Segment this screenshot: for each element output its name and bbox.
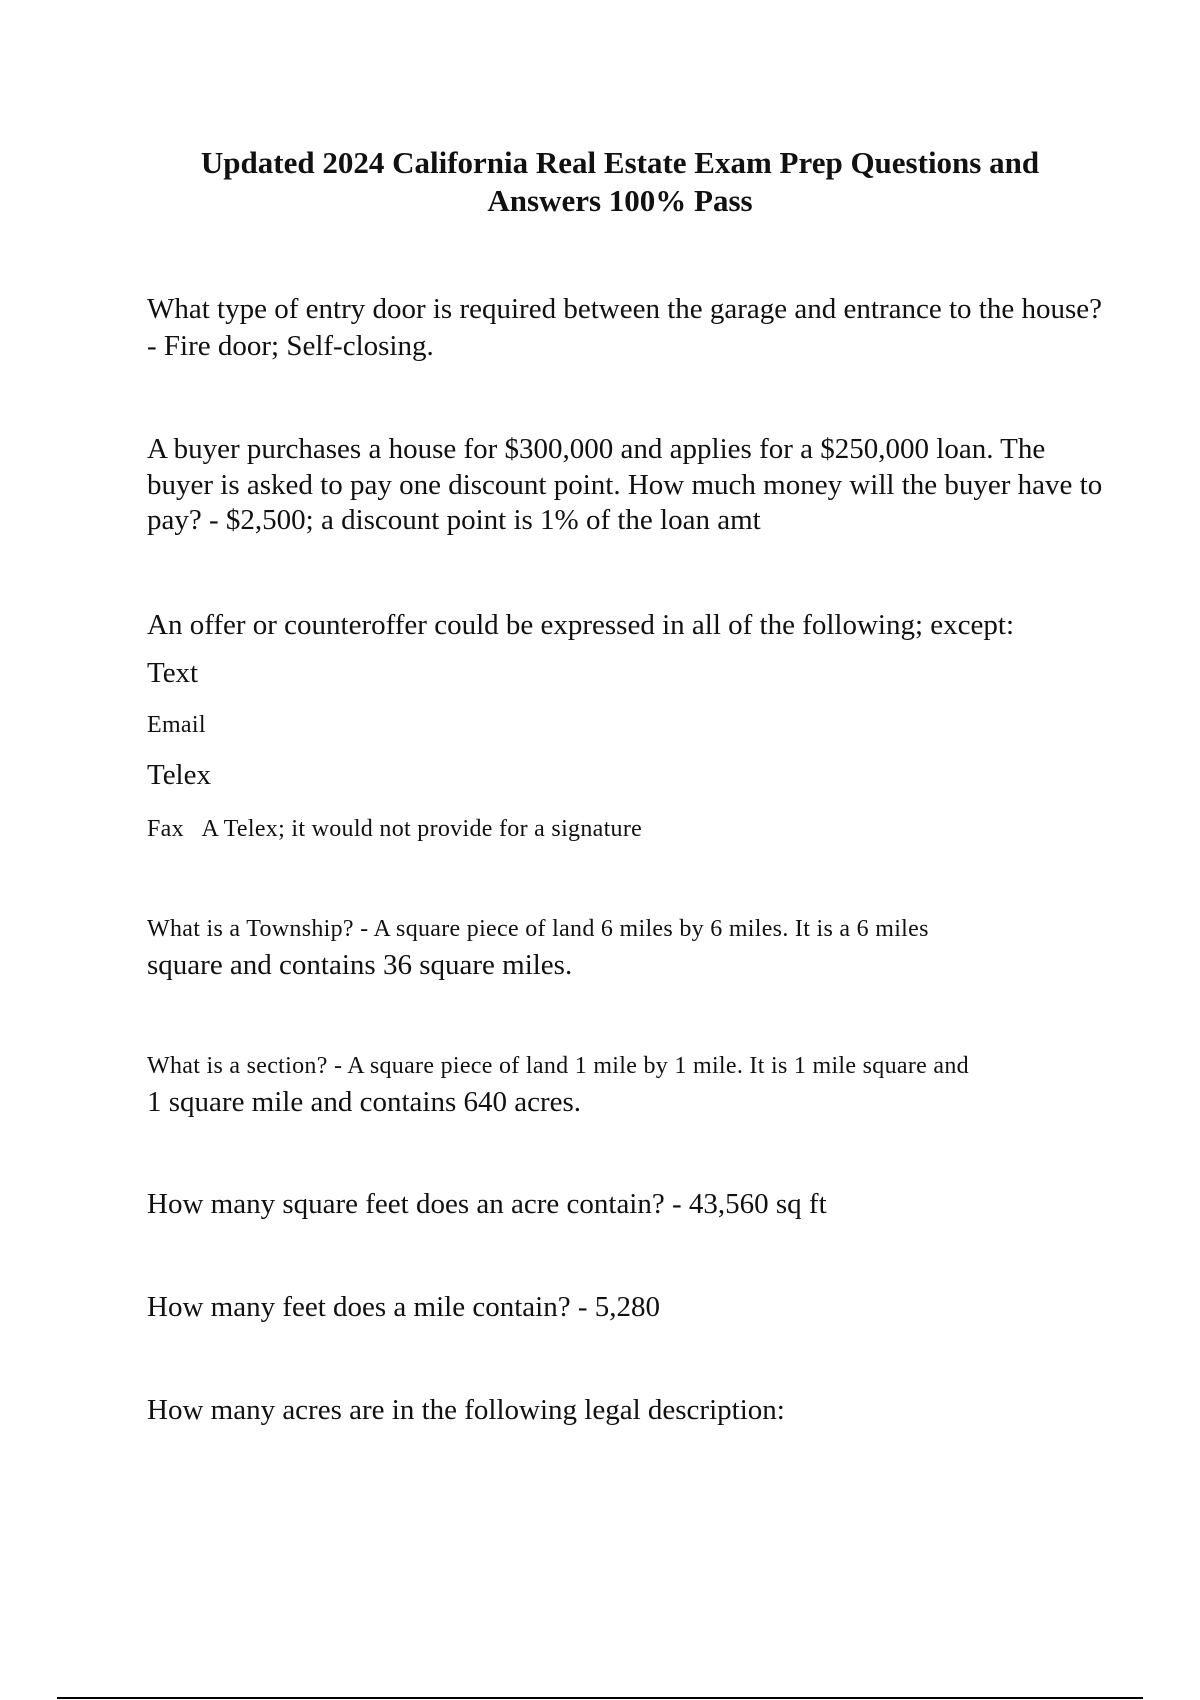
title-line-1: Updated 2024 California Real Estate Exam Prep Questions and [200,145,1040,180]
q2-question-text-2: buyer is asked to pay one discount point. How much money will the buyer have to [147,469,1103,501]
q8-question-text: How many acres are in the following legal description: [147,1394,785,1426]
q3-question-text: An offer or counteroffer could be expressed in all of the following; except: [147,609,1015,641]
q1-question-text: What type of entry door is required between the garage and entrance to the house? [147,293,1102,325]
q4-question-text: What is a Township? - A square piece of land 6 miles by 6 miles. It is a 6 miles [147,916,929,942]
footer-rule [57,1697,1143,1699]
q7-question-answer-text: How many feet does a mile contain? - 5,280 [147,1291,660,1323]
q1-answer-text: - Fire door; Self-closing. [147,330,434,362]
q3-option-email: Email [147,712,206,738]
q5-question-text: What is a section? - A square piece of land 1 mile by 1 mile. It is 1 mile square and [147,1053,969,1079]
q3-option-fax-answer: Fax A Telex; it would not provide for a signature [147,816,643,842]
title-line-2: Answers 100% Pass [487,183,753,218]
q4-answer-text: square and contains 36 square miles. [147,949,573,981]
q3-option-text: Text [147,657,199,689]
q2-question-text: A buyer purchases a house for $300,000 and applies for a $250,000 loan. The [147,433,1046,465]
q5-answer-text: 1 square mile and contains 640 acres. [147,1086,582,1118]
q2-answer-text: pay? - $2,500; a discount point is 1% of the loan amt [147,504,761,536]
q3-option-telex: Telex [147,759,211,791]
q6-question-answer-text: How many square feet does an acre contain? - 43,560 sq ft [147,1188,827,1220]
document-title [150,144,1090,220]
